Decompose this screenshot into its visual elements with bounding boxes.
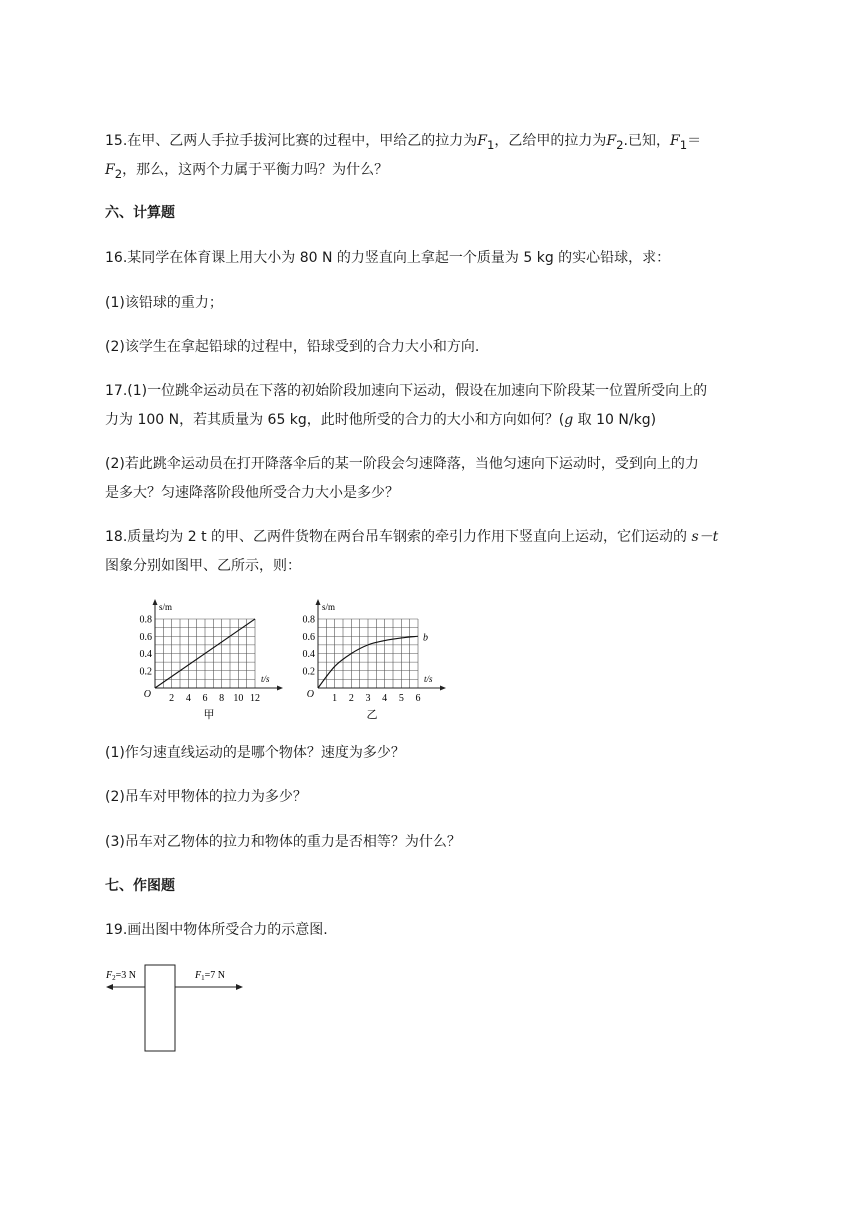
q16-stem: 16.某同学在体育课上用大小为 80 N 的力竖直向上拿起一个质量为 5 kg 的实心铅球，求：: [105, 250, 671, 266]
force-f2-label: $F_2=3$ N: [106, 970, 136, 982]
q16-part-1: (1)该铅球的重力；: [105, 295, 223, 311]
x-tick-label: 6: [415, 693, 421, 704]
y-tick-label: 0.8: [302, 614, 315, 626]
st-graph-yi: [293, 595, 453, 725]
figure-caption: 甲: [203, 709, 215, 721]
y-axis-label: s/m: [159, 602, 173, 612]
y-tick-label: 0.4: [139, 649, 152, 660]
x-tick-label: 4: [185, 693, 191, 704]
section-heading-calc: 六、计算题: [105, 205, 175, 221]
y-tick-label: 0.4: [302, 649, 315, 660]
st-graph-jia: [130, 595, 290, 725]
q15-line-2: $F_2$，那么，这两个力属于平衡力吗？为什么？: [105, 162, 389, 181]
q17-line-2: 力为 100 N，若其质量为 65 kg，此时他所受的合力的大小和方向如何？(g 取 10 N/kg): [105, 412, 657, 428]
x-tick-label: 3: [365, 693, 371, 704]
x-tick-label: 1: [332, 693, 338, 704]
q18-line-1: 18.质量均为 2 t 的甲、乙两件货物在两台吊车钢索的牵引力作用下竖直向上运动，它们运动的 s－t: [105, 529, 719, 545]
q18-line-2: 图象分别如图甲、乙所示，则：: [105, 558, 301, 574]
q17-line-1: 17.(1)一位跳伞运动员在下落的初始阶段加速向下运动，假设在加速向下阶段某一位置所受向上的: [105, 383, 708, 399]
y-tick-label: 0.6: [302, 631, 315, 643]
origin-label: O: [143, 689, 151, 700]
f1-symbol: F: [477, 133, 487, 149]
q17-line-4: 是多大？匀速降落阶段他所受合力大小是多少？: [105, 485, 399, 501]
x-tick-label: 8: [219, 693, 225, 704]
x-tick-label: 2: [169, 693, 175, 704]
x-axis-label: t/s: [424, 674, 433, 684]
x-tick-label: 2: [348, 693, 354, 704]
q17-line-3: (2)若此跳伞运动员在打开降落伞后的某一阶段会匀速降落，当他匀速向下运动时，受到向上的力: [105, 456, 699, 472]
figure-caption: 乙: [366, 709, 378, 721]
section-heading-drawing: 七、作图题: [105, 878, 175, 894]
q19-stem: 19.画出图中物体所受合力的示意图.: [105, 922, 328, 938]
y-axis-arrow: [316, 599, 321, 605]
x-tick-label: 10: [233, 693, 244, 704]
f2-symbol: F: [606, 133, 617, 149]
x-tick-label: 4: [382, 693, 388, 704]
x-axis-arrow: [440, 686, 446, 691]
q18-part-1: (1)作匀速直线运动的是哪个物体？速度为多少？: [105, 745, 405, 761]
origin-label: O: [306, 689, 314, 700]
x-tick-label: 5: [398, 693, 404, 704]
y-tick-label: 0.6: [139, 631, 152, 643]
q18-part-2: (2)吊车对甲物体的拉力为多少？: [105, 789, 307, 805]
x-tick-label: 12: [250, 693, 260, 704]
curve-label: b: [423, 632, 428, 644]
x-axis-label: t/s: [261, 674, 270, 684]
force-diagram: [100, 960, 250, 1060]
grid: [318, 619, 418, 688]
y-axis-arrow: [153, 599, 158, 605]
y-tick-label: 0.8: [139, 614, 152, 626]
force-f1-label: $F_1=7$ N: [195, 970, 225, 982]
object-block: [145, 965, 175, 1051]
y-tick-label: 0.2: [302, 666, 315, 678]
q16-part-2: (2)该学生在拿起铅球的过程中，铅球受到的合力大小和方向.: [105, 339, 480, 355]
x-tick-label: 6: [202, 693, 208, 704]
x-axis-arrow: [277, 686, 283, 691]
y-tick-label: 0.2: [139, 666, 152, 678]
y-axis-label: s/m: [322, 602, 336, 612]
q15-line-1: 15.在甲、乙两人手拉手拔河比赛的过程中，甲给乙的拉力为$F_1$，乙给甲的拉力为$F_2$.已知，$F_1=$: [105, 133, 702, 152]
q18-part-3: (3)吊车对乙物体的拉力和物体的重力是否相等？为什么？: [105, 834, 461, 850]
